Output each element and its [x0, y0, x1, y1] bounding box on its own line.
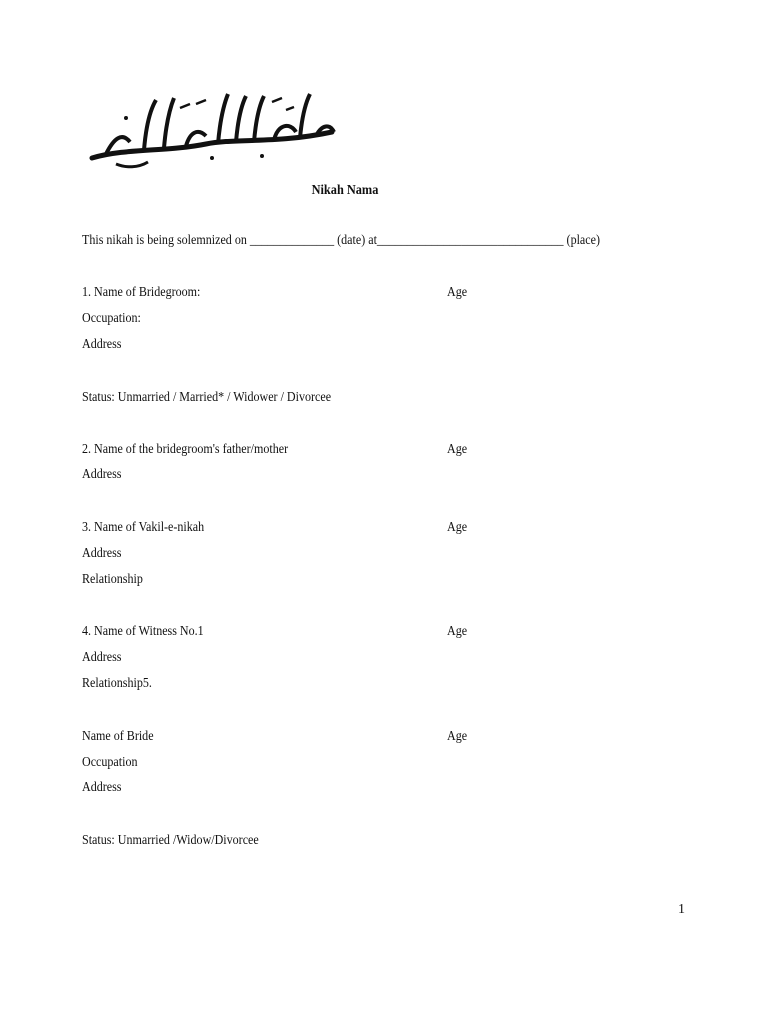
witness-age-label: Age — [447, 624, 468, 639]
bridegroom-name-label: 1. Name of Bridegroom: — [82, 285, 201, 300]
bride-age-label: Age — [447, 729, 468, 744]
bride-occupation-label: Occupation — [82, 755, 138, 770]
vakil-address-label: Address — [82, 546, 122, 561]
bridegroom-occupation-label: Occupation: — [82, 311, 141, 326]
intro-line: This nikah is being solemnized on ______________ (date) at_______________________________ (place) — [82, 233, 600, 248]
vakil-relationship-label: Relationship — [82, 572, 143, 587]
document-title: Nikah Nama — [311, 183, 379, 198]
bridegroom-address-label: Address — [82, 337, 122, 352]
bride-address-label: Address — [82, 780, 122, 795]
page-number: 1 — [678, 902, 685, 917]
bride-status-line: Status: Unmarried /Widow/Divorcee — [82, 833, 259, 848]
parent-age-label: Age — [447, 442, 468, 457]
witness-name-label: 4. Name of Witness No.1 — [82, 624, 204, 639]
bridegroom-status-line: Status: Unmarried / Married* / Widower / Divorcee — [82, 390, 332, 405]
parent-address-label: Address — [82, 467, 122, 482]
witness-relationship-label: Relationship5. — [82, 676, 152, 691]
bismillah-calligraphy — [86, 88, 338, 170]
bridegroom-age-label: Age — [447, 285, 468, 300]
parent-name-label: 2. Name of the bridegroom's father/mother — [82, 442, 289, 457]
vakil-age-label: Age — [447, 520, 468, 535]
vakil-name-label: 3. Name of Vakil-e-nikah — [82, 520, 205, 535]
bride-name-label: Name of Bride — [82, 729, 154, 744]
witness-address-label: Address — [82, 650, 122, 665]
